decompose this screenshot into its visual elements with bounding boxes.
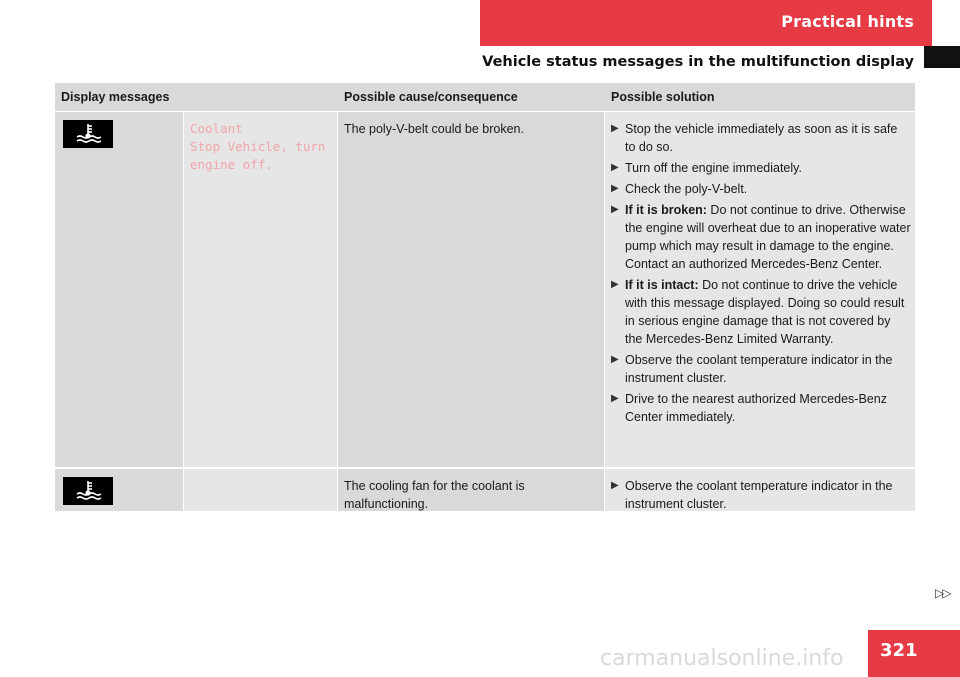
solution-item: ▶ Stop the vehicle immediately as soon as it is safe to do so. <box>611 122 898 154</box>
column-header-solution: Possible solution <box>611 90 715 104</box>
bullet-arrow-icon: ▶ <box>611 183 619 194</box>
solution-item: ▶ Check the poly-V-belt. <box>611 182 748 196</box>
header-marker <box>924 46 960 68</box>
column-header-display-messages: Display messages <box>61 90 170 104</box>
table-row <box>55 112 915 469</box>
status-message-table <box>55 83 915 513</box>
page-subtitle: Vehicle status messages in the multifunction display <box>482 54 914 70</box>
solution-cell <box>605 469 915 511</box>
table-header <box>55 83 915 112</box>
solution-item: ▶ Observe the coolant temperature indicator in the instrument cluster. <box>611 353 893 385</box>
cause-cell <box>338 112 605 467</box>
bullet-arrow-icon: ▶ <box>611 354 619 365</box>
bullet-arrow-icon: ▶ <box>611 162 619 173</box>
bullet-arrow-icon: ▶ <box>611 204 619 215</box>
icon-cell <box>55 469 184 511</box>
table-row <box>55 469 915 513</box>
cause-text: The poly-V-belt could be broken. <box>344 122 524 136</box>
solution-item: ▶ Turn off the engine immediately. <box>611 161 802 175</box>
watermark: carmanualsonline.info <box>600 646 844 671</box>
display-message: Coolant Stop Vehicle, turn engine off. <box>190 121 326 172</box>
bullet-arrow-icon: ▶ <box>611 123 619 134</box>
cause-cell <box>338 469 605 511</box>
solution-cell <box>605 112 915 467</box>
solution-item: ▶ Drive to the nearest authorized Mercedes-Benz Center immediately. <box>611 392 887 424</box>
page-number: 321 <box>880 640 918 661</box>
section-title: Practical hints <box>781 12 914 31</box>
bullet-arrow-icon: ▶ <box>611 279 619 290</box>
coolant-temperature-icon <box>63 477 113 505</box>
column-header-cause: Possible cause/consequence <box>344 90 518 104</box>
solution-item: ▶ Observe the coolant temperature indicator in the instrument cluster. <box>611 479 893 511</box>
bullet-arrow-icon: ▶ <box>611 393 619 404</box>
coolant-temperature-icon <box>63 120 113 148</box>
solution-item: ▶ If it is intact: Do not continue to drive the vehicle with this message displayed. Doing so could result in serious engine damage that is not covered by the Mercedes-Benz Limited Warranty. <box>611 278 905 346</box>
continued-arrow-icon: ▷▷ <box>935 586 950 600</box>
bullet-arrow-icon: ▶ <box>611 480 619 491</box>
cause-text: The cooling fan for the coolant is malfunctioning. <box>344 479 525 511</box>
display-message-cell <box>184 469 338 511</box>
icon-cell <box>55 112 184 467</box>
solution-item: ▶ If it is broken: Do not continue to drive. Otherwise the engine will overheat due to an inoperative water pump which may result in damage to the engine. Contact an authorized Mercedes-Benz Center. <box>611 203 911 271</box>
display-message-cell <box>184 112 338 467</box>
